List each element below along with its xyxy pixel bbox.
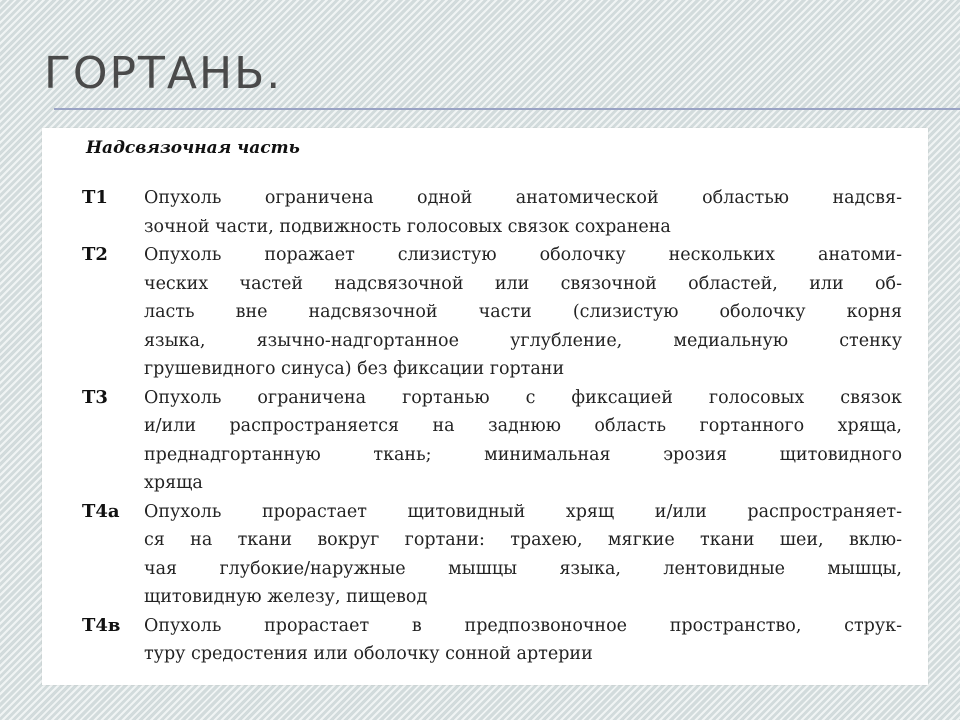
stage-description [144, 612, 902, 669]
stage-description [144, 384, 902, 498]
title-underline [54, 108, 960, 110]
stage-line: зочной части, подвижность голосовых связок сохранена [144, 216, 671, 237]
stage-line: хряща [144, 473, 203, 493]
stage-line: Опухоль прорастает щитовидный хрящ и/или распространяет- [144, 501, 902, 522]
stage-list [82, 184, 902, 669]
stage-row-t4v [82, 612, 902, 669]
stage-description [144, 184, 902, 241]
stage-code: T3 [82, 386, 108, 408]
stage-code: T4в [82, 614, 121, 636]
stage-line: Опухоль поражает слизистую оболочку нескольких анатоми- [144, 245, 902, 265]
section-heading: Надсвязочная часть [86, 138, 300, 158]
stage-line: Опухоль ограничена гортанью с фиксацией голосовых связок [144, 387, 902, 408]
stage-line: ся на ткани вокруг гортани: трахею, мягкие ткани шеи, вклю- [144, 530, 902, 550]
stage-line: щитовидную железу, пищевод [144, 587, 428, 607]
stage-row-t4a [82, 498, 902, 612]
stage-description [144, 498, 902, 612]
stage-row-t1 [82, 184, 902, 241]
stage-line: языка, язычно-надгортанное углубление, медиальную стенку [144, 330, 902, 351]
stage-line: Опухоль прорастает в предпозвоночное пространство, струк- [144, 615, 902, 636]
slide-title: ГОРТАНЬ. [44, 48, 283, 99]
stage-line: и/или распространяется на заднюю область гортанного хряща, [144, 416, 902, 436]
stage-line: чая глубокие/наружные мышцы языка, лентовидные мышцы, [144, 558, 902, 579]
stage-row-t2 [82, 241, 902, 384]
content-panel [42, 128, 928, 685]
stage-line: ческих частей надсвязочной или связочной областей, или об- [144, 273, 902, 294]
stage-line: Опухоль ограничена одной анатомической областью надсвя- [144, 188, 902, 208]
stage-code: T4a [82, 500, 120, 522]
stage-line: грушевидного синуса) без фиксации гортани [144, 359, 565, 379]
stage-description [144, 241, 902, 384]
stage-code: T2 [82, 244, 108, 265]
stage-code: T1 [82, 187, 108, 208]
stage-row-t3 [82, 384, 902, 498]
stage-line: ласть вне надсвязочной части (слизистую оболочку корня [144, 302, 902, 322]
stage-line: туру средостения или оболочку сонной артерии [144, 644, 593, 664]
stage-line: преднадгортанную ткань; минимальная эрозия щитовидного [144, 444, 902, 465]
